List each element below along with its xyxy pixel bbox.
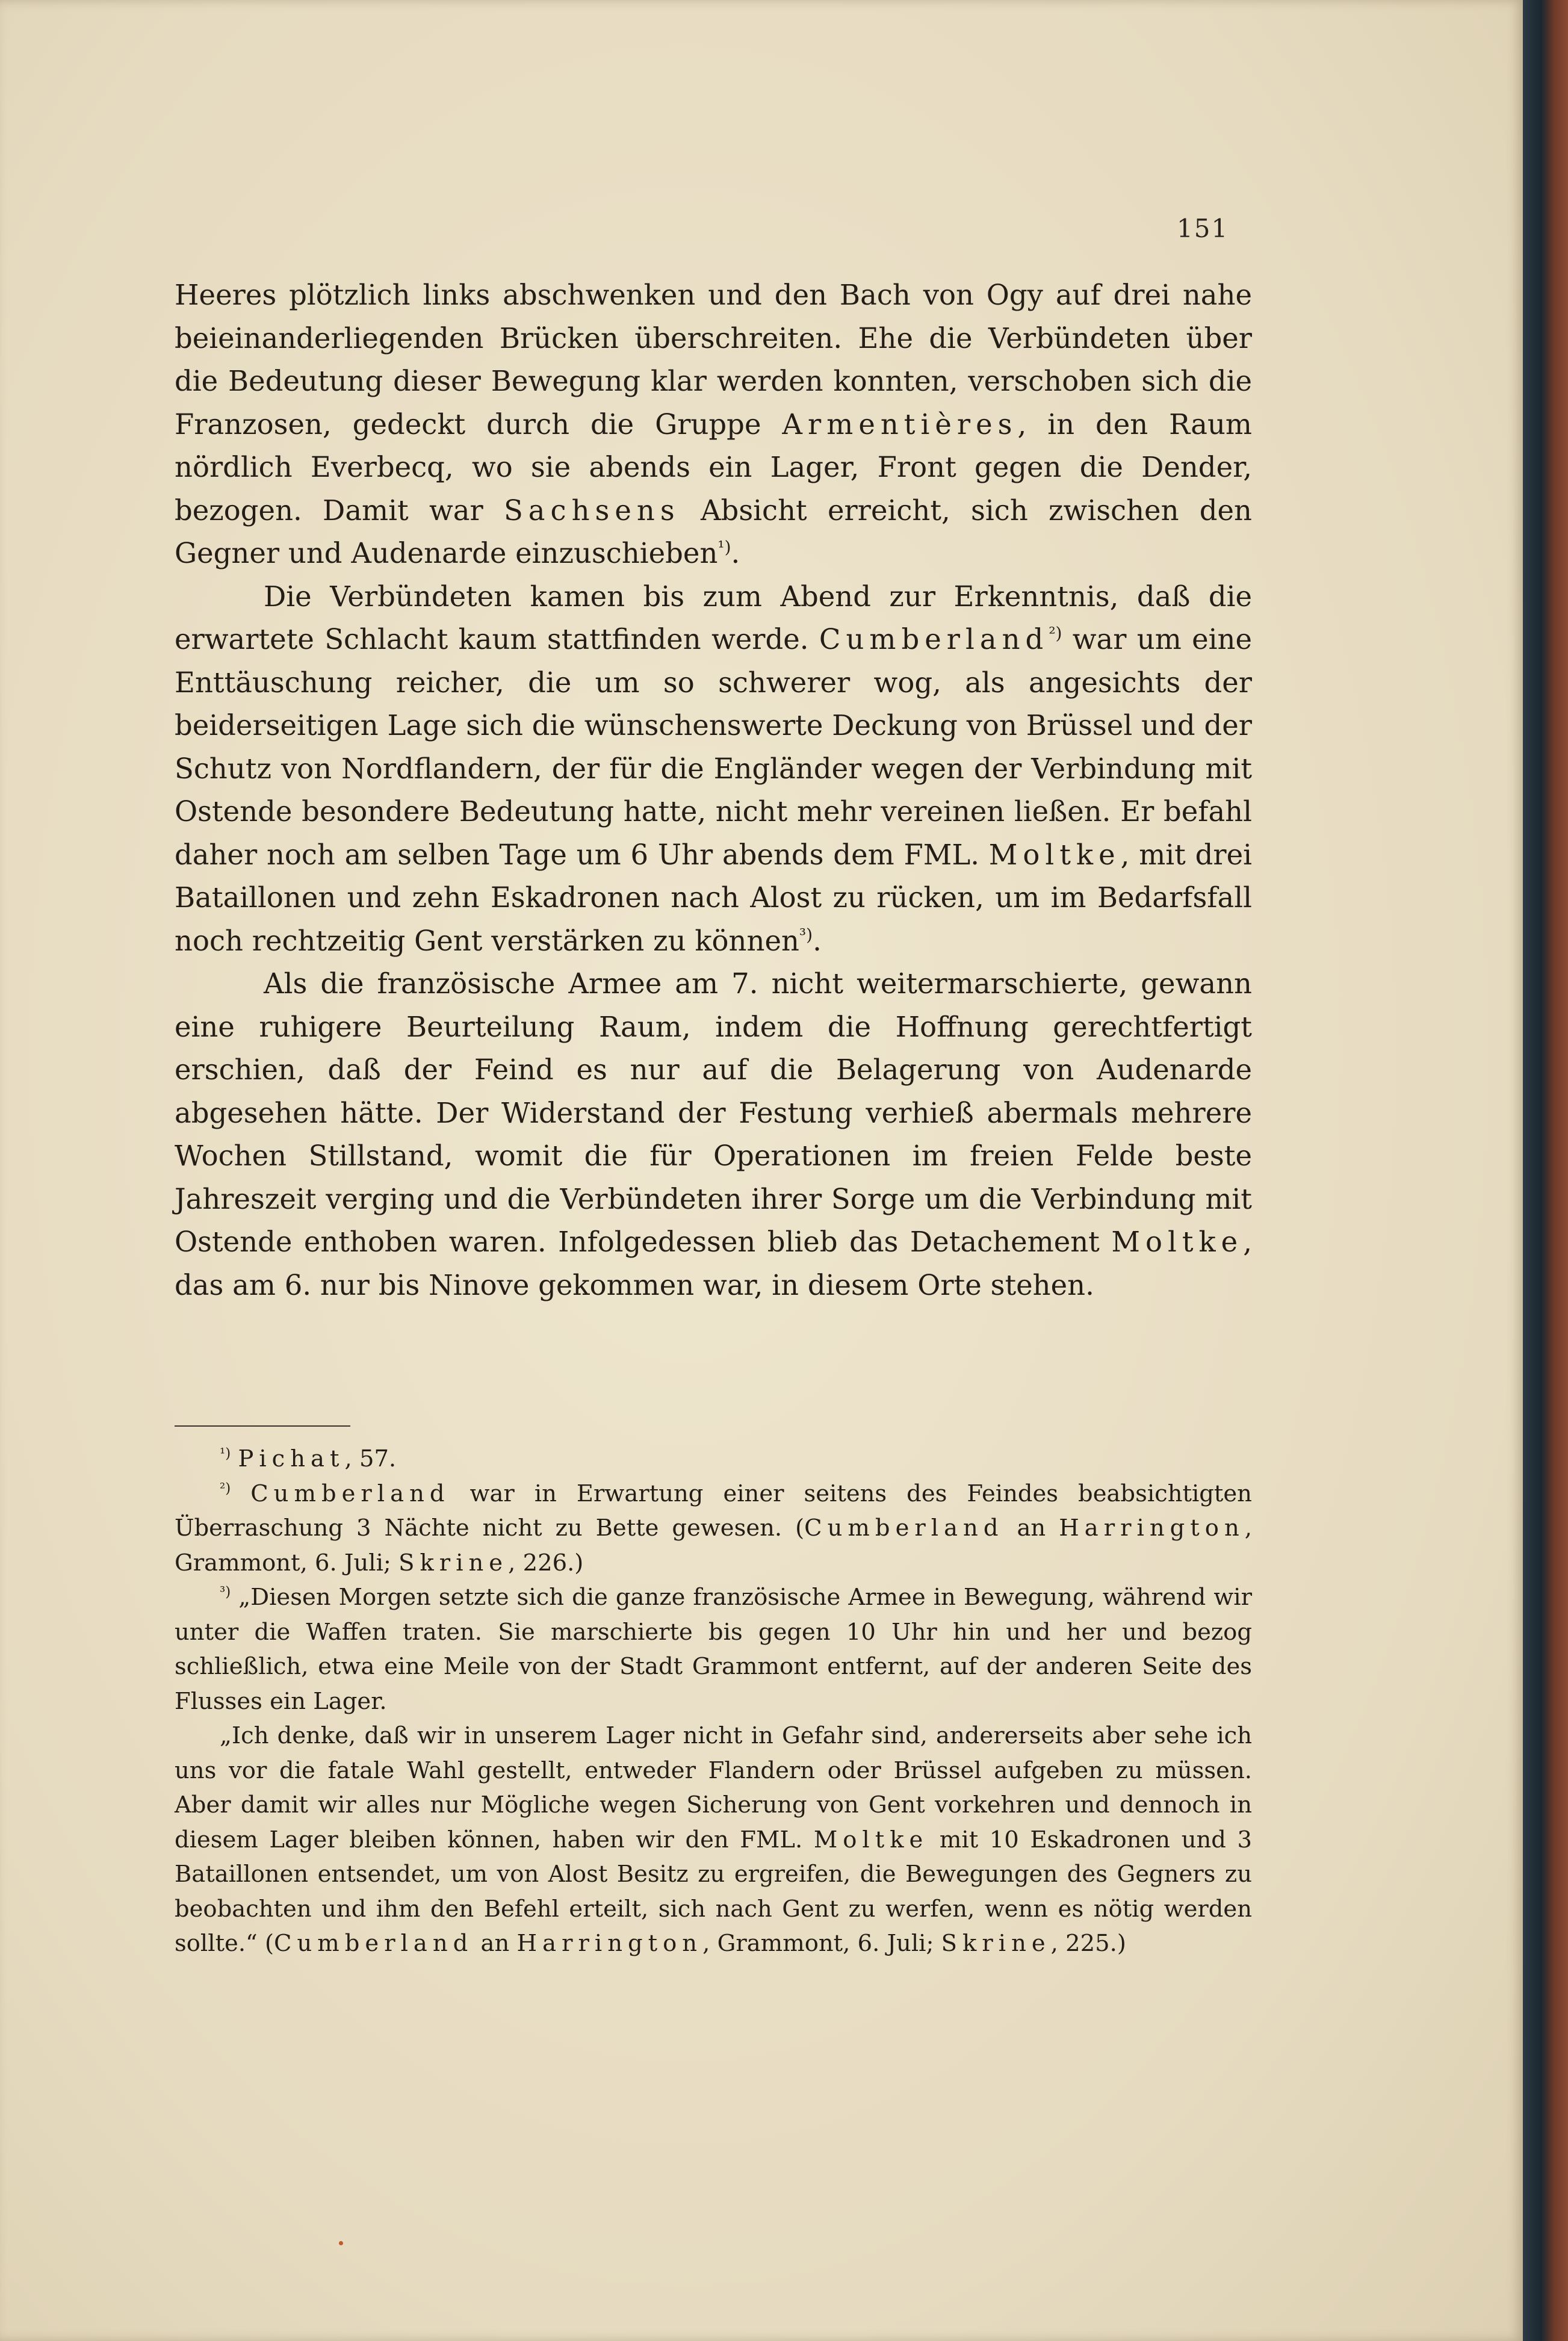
spaced-name: Skrine — [398, 1549, 509, 1577]
main-text — [175, 274, 1252, 1307]
text-run: , 57. — [344, 1445, 397, 1472]
footnote-3 — [175, 1580, 1252, 1719]
spaced-name: Pichat — [238, 1445, 345, 1472]
spaced-name: Harrington — [1059, 1515, 1245, 1542]
paragraph-3 — [175, 963, 1252, 1307]
text-run: . — [731, 537, 740, 569]
footnote-mark: ¹) — [220, 1446, 231, 1462]
page-number: 151 — [1177, 214, 1229, 243]
spaced-name: Sachsens — [503, 494, 680, 527]
text-run: , mit drei Bataillonen und zehn Eskadronen nach Alost zu rücken, um im Bedarfsfall noch rechtzeitig Gent verstärken zu können — [175, 838, 1252, 957]
text-run: „Diesen Morgen setzte sich die ganze französische Armee in Bewegung, während wir unter die Waffen traten. Sie marschierte bis gegen 10 Uhr hin und her und bezog schließlich, etwa eine Meile von der Stadt Grammont entfernt, auf der anderen Seite des Flusses ein Lager. — [175, 1584, 1252, 1715]
text-run: , das am 6. nur bis Ninove gekommen war, in diesem Orte stehen. — [175, 1226, 1252, 1301]
footnote-mark: ²) — [220, 1480, 231, 1496]
spaced-name: Skrine — [941, 1930, 1051, 1957]
paragraph-2 — [175, 575, 1252, 963]
book-spine-edge — [1523, 0, 1568, 2341]
footnote-2 — [175, 1477, 1252, 1581]
text-run: . — [813, 924, 822, 957]
text-run: Die Verbündeten kamen bis zum Abend zur Erkenntnis, daß die erwartete Schlacht kaum stattfinden werde. — [175, 580, 1252, 656]
spaced-name: Moltke — [1111, 1226, 1244, 1258]
text-run: , 226.) — [508, 1549, 584, 1577]
text-run: war um eine Enttäuschung reicher, die um so schwerer wog, als angesichts der beiderseitigen Lage sich die wünschenswerte Deckung von Brüssel und der Schutz von Nordflandern, der für die Engländer wegen der Verbindung mit Ostende besondere Bedeutung hatte, nicht mehr vereinen ließen. Er befahl daher noch am selben Tage um 6 Uhr abends dem FML. — [175, 623, 1252, 871]
text-run: an — [473, 1930, 517, 1957]
footnote-3-continued — [175, 1719, 1252, 1961]
text-run: Absicht erreicht, sich zwischen den Gegner und Audenarde einzuschieben — [175, 494, 1252, 569]
text-run: „Ich denke, daß wir in unserem Lager nicht in Gefahr sind, andererseits aber sehe ich uns vor die fatale Wahl gestellt, entweder Flandern oder Brüssel aufgeben zu müssen. Aber damit wir alles nur Mögliche wegen Sicherung von Gent vorkehren und dennoch in diesem Lager bleiben können, haben wir den FML. — [175, 1722, 1252, 1853]
text-run: Heeres plötzlich links abschwenken und den Bach von Ogy auf drei nahe beieinanderliegenden Brücken überschreiten. Ehe die Verbündeten über die Bedeutung dieser Bewegung klar werden konnten, verschoben sich die Franzosen, gedeckt durch die Gruppe — [175, 279, 1252, 441]
text-run: , 225.) — [1050, 1930, 1126, 1957]
spaced-name: Cumberland — [804, 1515, 1004, 1542]
text-run: Als die französische Armee am 7. nicht weitermarschierte, gewann eine ruhigere Beurteilung Raum, indem die Hoffnung gerechtfertigt erschien, daß der Feind es nur auf die Belagerung von Audenarde abgesehen hätte. Der Widerstand der Festung verhieß abermals mehrere Wochen Stillstand, womit die für Operationen im freien Felde beste Jahreszeit verging und die Verbündeten ihrer Sorge um die Verbindung mit Ostende enthoben waren. Infolgedessen blieb das Detachement — [175, 967, 1252, 1258]
spaced-name: Harrington — [516, 1930, 703, 1957]
footnote-ref: ²) — [1049, 623, 1062, 643]
footnote-1 — [175, 1442, 1252, 1477]
footnotes — [175, 1442, 1252, 1961]
spaced-name: Cumberland — [250, 1480, 450, 1507]
footnote-divider — [175, 1425, 350, 1427]
text-run: an — [1003, 1515, 1059, 1542]
footnote-mark: ³) — [220, 1584, 231, 1601]
spaced-name: Moltke — [988, 838, 1121, 871]
spaced-name: Armentières — [782, 408, 1018, 441]
paragraph-1 — [175, 274, 1252, 575]
spaced-name: Moltke — [813, 1826, 929, 1853]
text-run: war in Erwartung einer seitens des Feindes beabsichtigten Überraschung 3 Nächte nicht zu Bette gewesen. ( — [175, 1480, 1252, 1542]
spaced-name: Cumberland — [274, 1930, 474, 1957]
footnote-ref: ¹) — [717, 537, 731, 557]
text-run: , Grammont, 6. Juli; — [175, 1515, 1252, 1577]
footnote-ref: ³) — [799, 925, 813, 944]
text-run: mit 10 Eskadronen und 3 Bataillonen entsendet, um von Alost Besitz zu ergreifen, die Bewegungen des Gegners zu beobachten und ihm den Befehl erteilt, sich nach Gent zu werfen, wenn es nötig werden sollte.“ ( — [175, 1826, 1253, 1957]
spaced-name: Cumberland — [819, 623, 1049, 656]
paper-fleck — [339, 2241, 343, 2245]
text-run: , Grammont, 6. Juli; — [702, 1930, 941, 1957]
text-run: , in den Raum nördlich Everbecq, wo sie abends ein Lager, Front gegen die Dender, bezogen. Damit war — [175, 408, 1252, 527]
